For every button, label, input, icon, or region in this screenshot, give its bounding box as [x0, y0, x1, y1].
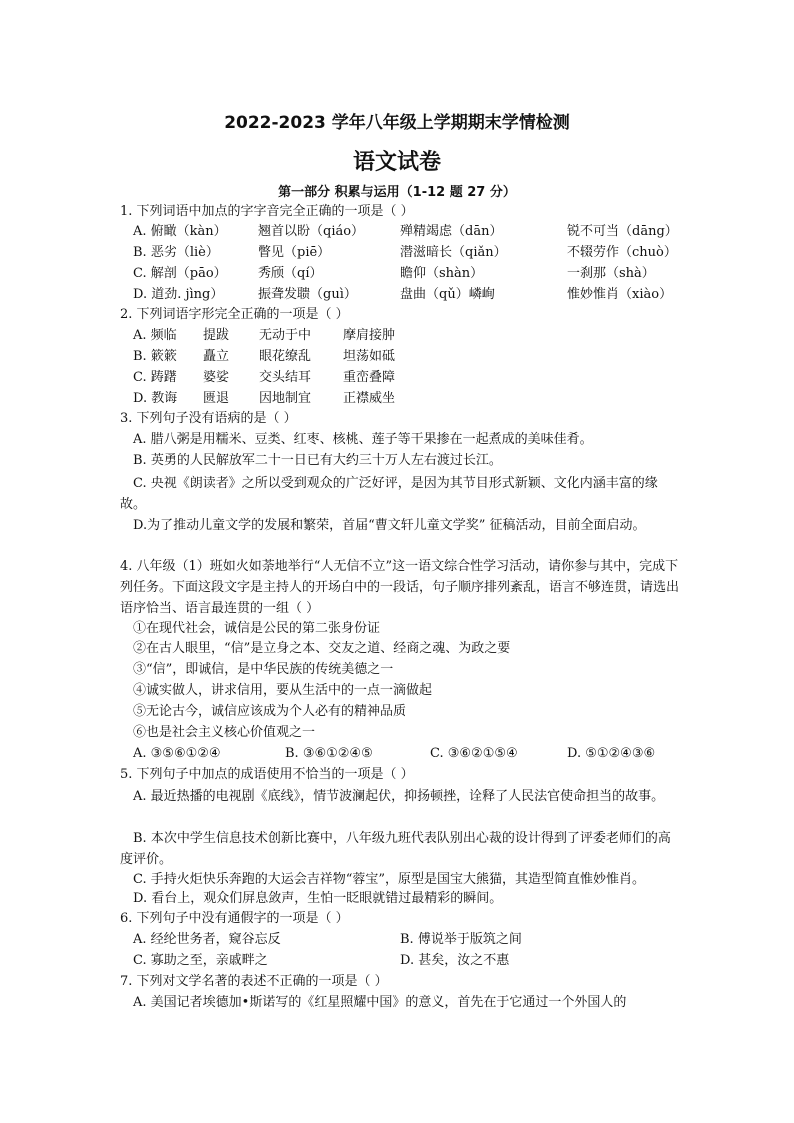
q3-option-b: B. 英勇的人民解放军二十一日已有大约三十万人左右渡过长江。 — [133, 453, 502, 468]
exam-title: 2022-2023 学年八年级上学期期末学情检测 — [224, 113, 570, 133]
q4-option-d: D. ⑤①②④③⑥ — [567, 746, 656, 761]
q5-option-d: D. 看台上，观众们屏息敛声，生怕一眨眼就错过最精彩的瞬间。 — [133, 891, 503, 906]
q5-option-b: B. 本次中学生信息技术创新比赛中，八年级九班代表队别出心裁的设计得到了评委老师们的高度评价。 — [120, 831, 671, 867]
q2-option-b-3: 眼花缭乱 — [259, 349, 312, 364]
q4-sentence-4: ④诚实做人，讲求信用，要从生活中的一点一滴做起 — [133, 683, 433, 698]
q4-sentence-1: ①在现代社会，诚信是公民的第二张身份证 — [133, 621, 381, 636]
q4-option-a: A. ③⑤⑥①②④ — [133, 746, 221, 761]
question-6-stem: 6. 下列句子中没有通假字的一项是（ ） — [120, 911, 349, 926]
q2-option-d-2: 匮退 — [203, 391, 230, 406]
q4-option-b: B. ③⑥①②④⑤ — [285, 746, 373, 761]
q3-option-c: C. 央视《朗读者》之所以受到观众的广泛好评，是因为其节目形式新颖、文化内涵丰富的缘故。 — [120, 476, 658, 512]
q3-option-a: A. 腊八粥是用糯米、豆类、红枣、核桃、莲子等干果掺在一起煮成的美味佳肴。 — [133, 432, 593, 447]
question-1-stem: 1. 下列词语中加点的字字音完全正确的一项是（ ） — [120, 204, 414, 219]
q1-option-a-1: A. 俯瞰（kàn） — [133, 224, 227, 239]
q4-option-c: C. ③⑥②①⑤④ — [430, 746, 518, 761]
q1-option-c-1: C. 解剖（pāo） — [133, 266, 227, 281]
question-4-stem: 4. 八年级（1）班如火如荼地举行“人无信不立”这一语文综合性学习活动，请你参与其中，完成下列任务。下面这段文字是主持人的开场白中的一段话，句子顺序排列紊乱，语言不够连贯，请选出语序恰当、语言最连贯的一组（ ） — [120, 559, 680, 616]
q2-option-b-2: 矗立 — [203, 349, 230, 364]
q1-option-c-3: 瞻仰（shàn） — [400, 266, 484, 281]
q1-option-d-4: 惟妙惟肖（xiào） — [567, 287, 673, 302]
question-7-stem: 7. 下列对文学名著的表述不正确的一项是（ ） — [120, 974, 388, 989]
q1-option-a-2: 翘首以盼（qiáo） — [258, 224, 365, 239]
q2-option-a-4: 摩肩接肿 — [343, 328, 396, 343]
q2-option-b-4: 坦荡如砥 — [343, 349, 396, 364]
q2-option-a-3: 无动于中 — [259, 328, 312, 343]
q4-sentence-6: ⑥也是社会主义核心价值观之一 — [133, 725, 316, 740]
question-5-stem: 5. 下列句子中加点的成语使用不恰当的一项是（ ） — [120, 767, 414, 782]
q7-option-a: A. 美国记者埃德加•斯诺写的《红星照耀中国》的意义，首先在于它通过一个外国人的 — [133, 995, 627, 1010]
q1-option-c-2: 秀颀（qí） — [258, 266, 323, 281]
q4-sentence-5: ⑤无论古今，诚信应该成为个人必有的精神品质 — [133, 704, 407, 719]
question-2-stem: 2. 下列词语字形完全正确的一项是（ ） — [120, 307, 349, 322]
q4-sentence-2: ②在古人眼里，“信”是立身之本、交友之道、经商之魂、为政之要 — [133, 641, 511, 656]
q6-option-a: A. 经纶世务者，窥谷忘反 — [133, 932, 281, 947]
q6-option-d: D. 甚矣，汝之不惠 — [400, 953, 510, 968]
q2-option-d-1: D. 教诲 — [133, 391, 178, 406]
q3-option-d: D.为了推动儿童文学的发展和繁荣，首届“曹文轩儿童文学奖” 征稿活动，目前全面启动。 — [133, 518, 646, 533]
q1-option-b-3: 潜滋暗长（qiǎn） — [400, 245, 507, 260]
q2-option-c-4: 重峦叠障 — [343, 370, 396, 385]
q1-option-b-2: 瞥见（piē） — [258, 245, 331, 260]
q5-option-c: C. 手持火炬快乐奔跑的大运会吉祥物“蓉宝”，原型是国宝大熊猫，其造型简直惟妙惟肖。 — [133, 872, 646, 887]
q2-option-a-2: 提跋 — [203, 328, 230, 343]
q1-option-d-2: 振聋发聩（guì） — [258, 287, 357, 302]
q1-option-a-4: 锐不可当（dāng） — [567, 224, 678, 239]
q2-option-c-1: C. 踌躇 — [133, 370, 177, 385]
q6-option-b: B. 傅说举于版筑之间 — [400, 932, 522, 947]
q1-option-d-1: D. 道劲. jìng） — [133, 287, 224, 302]
exam-subtitle: 语文试卷 — [352, 150, 441, 175]
q4-sentence-3: ③“信”，即诚信，是中华民族的传统美德之一 — [133, 662, 394, 677]
q5-option-a: A. 最近热播的电视剧《底线》，情节波澜起伏，抑扬顿挫，诠释了人民法官使命担当的故事。 — [133, 789, 665, 804]
q2-option-d-4: 正襟威坐 — [343, 391, 396, 406]
q1-option-c-4: 一刹那（shà） — [567, 266, 655, 281]
section-heading: 第一部分 积累与运用（1-12 题 27 分） — [278, 185, 516, 200]
q1-option-b-4: 不辍劳作（chuò） — [567, 245, 677, 260]
q2-option-c-3: 交头结耳 — [259, 370, 312, 385]
q6-option-c: C. 寡助之至，亲戚畔之 — [133, 953, 268, 968]
q1-option-b-1: B. 恶劣（liè） — [133, 245, 219, 260]
q2-option-b-1: B. 簌簌 — [133, 349, 177, 364]
q2-option-a-1: A. 频临 — [133, 328, 177, 343]
q1-option-a-3: 殚精竭虑（dān） — [400, 224, 503, 239]
q2-option-c-2: 婆娑 — [203, 370, 230, 385]
question-3-stem: 3. 下列句子没有语病的是（ ） — [120, 411, 297, 426]
q1-option-d-3: 盘曲（qǔ）嶙峋 — [400, 287, 495, 302]
q2-option-d-3: 因地制宜 — [259, 391, 312, 406]
